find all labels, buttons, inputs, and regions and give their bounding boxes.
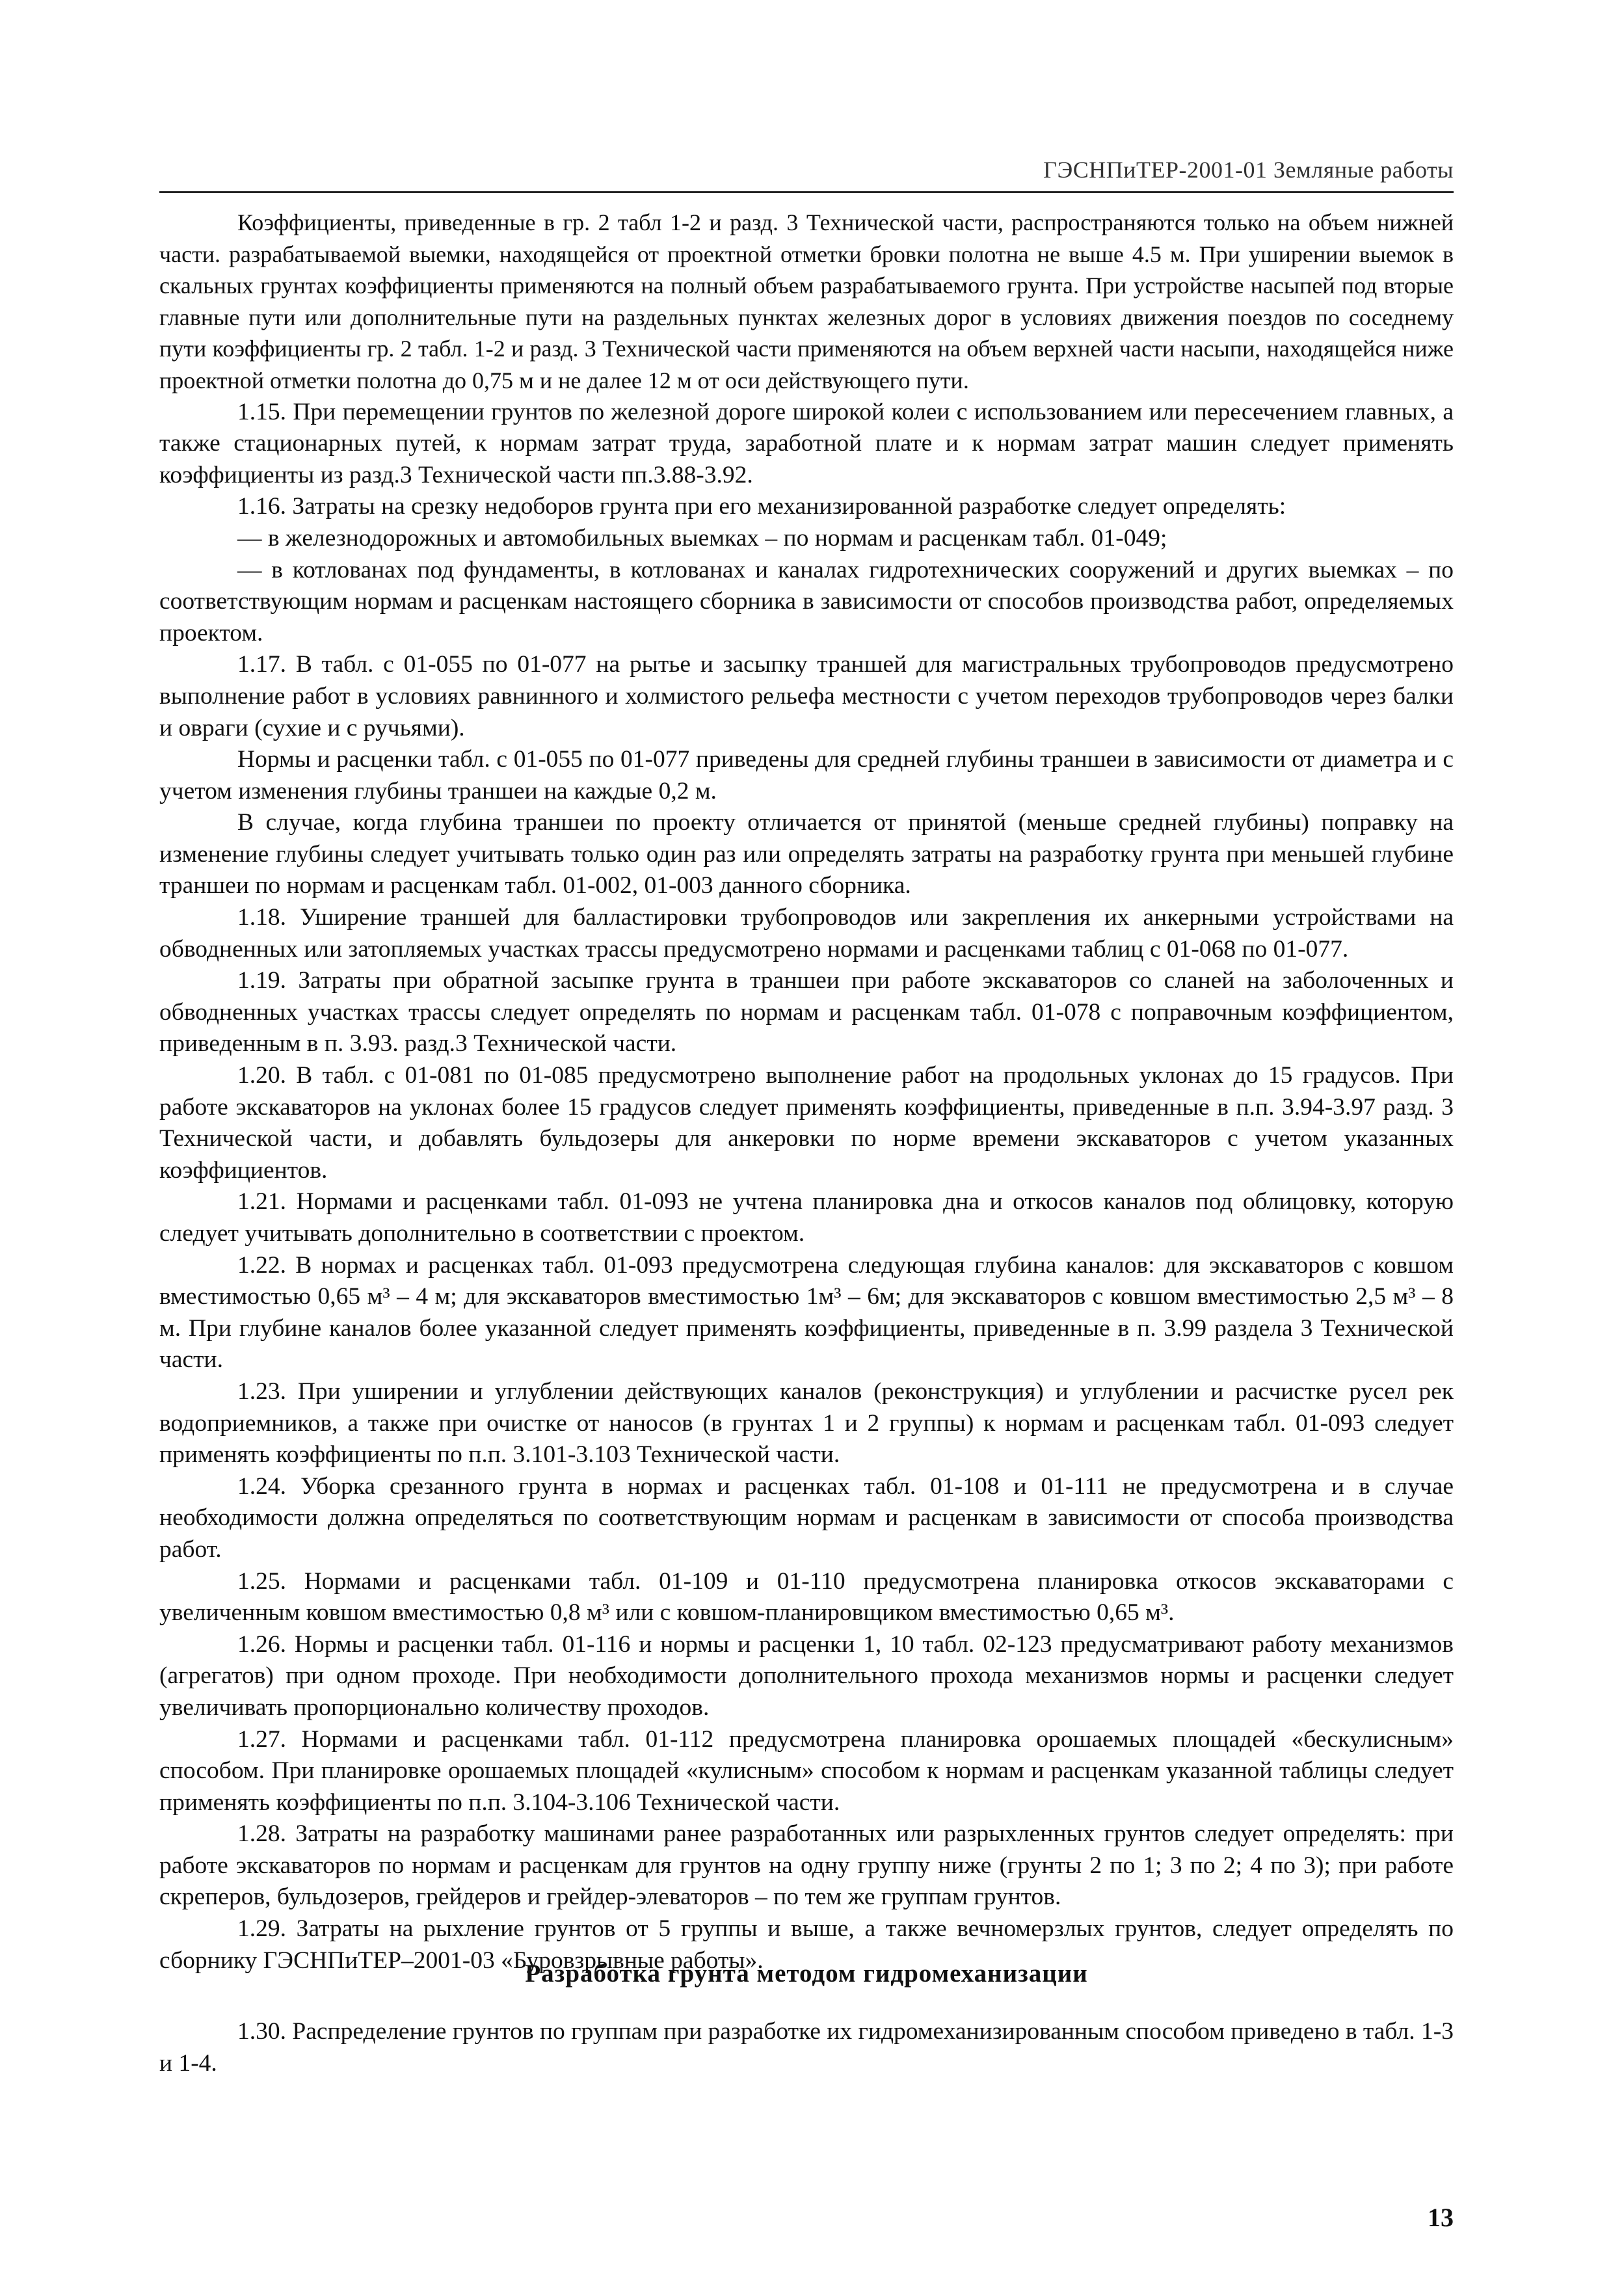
paragraph-1-26: 1.26. Нормы и расценки табл. 01-116 и нормы и расценки 1, 10 табл. 02-123 предусматривают работу механизмов (агрегатов) при одном проходе. При необходимости дополнительного прохода механизмов нормы и расценки следует увеличивать пропорционально количеству проходов. [159,1630,1454,1721]
paragraph-1-17: 1.17. В табл. с 01-055 по 01-077 на рытье и засыпку траншей для магистральных трубопроводов предусмотрено выполнение работ в условиях равнинного и холмистого рельефа местности с учетом переходов трубопроводов через балки и овраги (сухие и с ручьями). [159,651,1454,741]
paragraph-1-18: 1.18. Уширение траншей для балластировки трубопроводов или закрепления их анкерными устройствами на обводненных или затопляемых участках трассы предусмотрено нормами и расценками таблиц с 01-068 по 01-077. [159,904,1454,963]
paragraph-1-21: 1.21. Нормами и расценками табл. 01-093 не учтена планировка дна и откосов каналов под облицовку, которую следует учитывать дополнительно в соответствии с проектом. [159,1188,1454,1247]
paragraph-1-16: 1.16. Затраты на срезку недоборов грунта при его механизированной разработке следует определять: [237,493,1286,520]
paragraph-1-27: 1.27. Нормами и расценками табл. 01-112 предусмотрена планировка орошаемых площадей «бескулисным» способом. При планировке орошаемых площадей «кулисным» способом к нормам и расценкам указанной таблицы следует применять коэффициенты по п.п. 3.104-3.106 Технической части. [159,1725,1454,1816]
paragraph-1-29: 1.29. Затраты на рыхление грунтов от 5 группы и выше, а также вечномерзлых грунтов, следует определять по сборнику ГЭСНПиТЕР–2001-03 «Буровзрывные работы». [159,1915,1454,1974]
running-header: ГЭСНПиТЕР-2001-01 Земляные работы [159,156,1454,193]
paragraph-coefficients: Коэффициенты, приведенные в гр. 2 табл 1-2 и разд. 3 Технической части, распространяются только на объем нижней части. разрабатываемой выемки, находящейся от проектной отметки бровки полотна не выше 4.5 м. При уширении выемок в скальных грунтах коэффициенты применяются на полный объем разрабатываемого грунта. При устройстве насыпей под вторые главные пути или дополнительные пути на раздельных пунктах железных дорог в условиях движения поездов по соседнему пути коэффициенты гр. 2 табл. 1-2 и разд. 3 Технической части применяются на объем верхней части насыпи, находящейся ниже проектной отметки полотна до 0,75 м и не далее 12 м от оси действующего пути. [159,209,1454,393]
paragraph-1-19: 1.19. Затраты при обратной засыпке грунта в траншеи при работе экскаваторов со сланей на заболоченных и обводненных участках трассы следует определять по нормам и расценкам табл. 01-078 с поправочным коэффициентом, приведенным в п. 3.93. разд.3 Технической части. [159,967,1454,1058]
paragraph-1-30: 1.30. Распределение грунтов по группам при разработке их гидромеханизированным способом приведено в табл. 1-3 и 1-4. [159,2018,1454,2077]
paragraph-1-16-item-1: — в железнодорожных и автомобильных выемках – по нормам и расценкам табл. 01-049; [237,524,1167,552]
paragraph-1-16-item-2: — в котлованах под фундаменты, в котлованах и каналах гидротехнических сооружений и других выемках – по соответствующим нормам и расценкам настоящего сборника в зависимости от способов производства работ, определяемых проектом. [159,556,1454,646]
paragraph-1-22: 1.22. В нормах и расценках табл. 01-093 предусмотрена следующая глубина каналов: для экскаваторов с ковшом вместимостью 0,65 м³ – 4 м; для экскаваторов вместимостью 1м³ – 6м; для экскаваторов с ковшом вместимостью 2,5 м³ – 8 м. При глубине каналов более указанной следует применять коэффициенты, приведенные в п. 3.99 раздела 3 Технической части. [159,1251,1454,1374]
section-heading: Разработка грунта методом гидромеханизации [525,1960,1088,1988]
page-number: 13 [1428,2203,1454,2232]
paragraph-1-17-norms: Нормы и расценки табл. с 01-055 по 01-077 приведены для средней глубины траншеи в зависимости от диаметра и с учетом изменения глубины траншеи на каждые 0,2 м. [159,746,1454,805]
paragraph-1-25: 1.25. Нормами и расценками табл. 01-109 и 01-110 предусмотрена планировка откосов экскаваторами с увеличенным ковшом вместимостью 0,8 м³ или с ковшом-планировщиком вместимостью 0,65 м³. [159,1567,1454,1627]
paragraph-1-28: 1.28. Затраты на разработку машинами ранее разработанных или разрыхленных грунтов следует определять: при работе экскаваторов по нормам и расценкам для грунтов на одну группу ниже (грунты 2 по 1; 3 по 2; 4 по 3); при работе скреперов, бульдозеров, грейдеров и грейдер-элеваторов – по тем же группам грунтов. [159,1820,1454,1911]
paragraph-1-23: 1.23. При уширении и углублении действующих каналов (реконструкция) и углублении и расчистке русел рек водоприемников, а также при очистке от наносов (в грунтах 1 и 2 группы) к нормам и расценкам табл. 01-093 следует применять коэффициенты по п.п. 3.101-3.103 Технической части. [159,1377,1454,1469]
paragraph-1-20: 1.20. В табл. с 01-081 по 01-085 предусмотрено выполнение работ на продольных уклонах до 15 градусов. При работе экскаваторов на уклонах более 15 градусов следует применять коэффициенты, приведенные в п.п. 3.94-3.97 разд. 3 Технической части, и добавлять бульдозеры для анкеровки по норме времени экскаваторов с учетом указанных коэффициентов. [159,1062,1454,1184]
paragraph-1-17-depth: В случае, когда глубина траншеи по проекту отличается от принятой (меньше средней глубины) поправку на изменение глубины следует учитывать только один раз или определять затраты на разработку грунта при меньшей глубине траншеи по нормам и расценкам табл. 01-002, 01-003 данного сборника. [159,809,1454,899]
paragraph-1-15: 1.15. При перемещении грунтов по железной дороге широкой колеи с использованием или пересечением главных, а также стационарных путей, к нормам затрат труда, заработной плате и к нормам затрат машин следует применять коэффициенты из разд.3 Технической части пп.3.88-3.92. [159,398,1454,488]
body-text [159,207,1454,1976]
paragraph-1-24: 1.24. Уборка срезанного грунта в нормах и расценках табл. 01-108 и 01-111 не предусмотрена и в случае необходимости должна определяться по соответствующим нормам и расценкам в зависимости от способа производства работ. [159,1472,1454,1563]
section-body [159,2016,1454,2079]
